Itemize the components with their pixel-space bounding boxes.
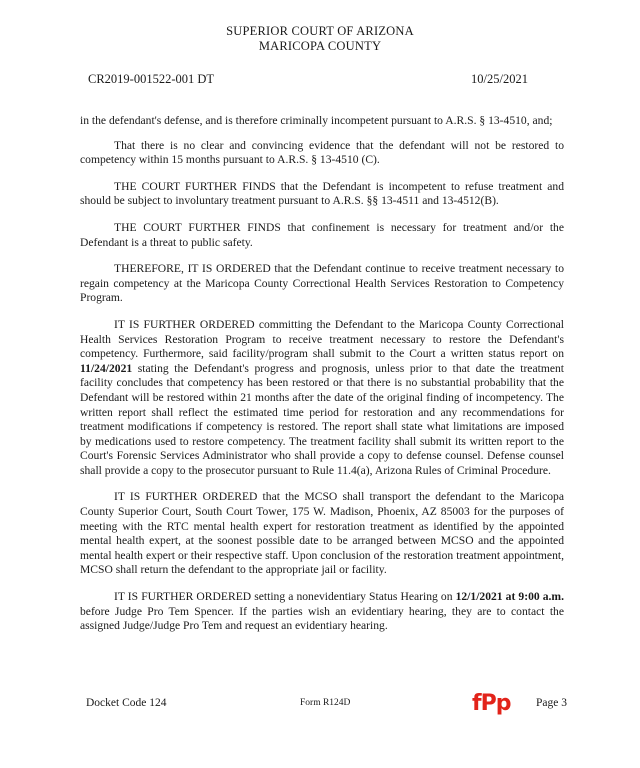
paragraph-8	[80, 590, 564, 634]
court-header	[0, 24, 640, 54]
paragraph-4: THE COURT FURTHER FINDS that confinement is necessary for treatment and/or the Defendant is a threat to public safety.	[80, 220, 564, 249]
paragraph-1: in the defendant's defense, and is therefore criminally incompetent pursuant to A.R.S. § 13-4510, and;	[80, 114, 553, 127]
paragraph-2: That there is no clear and convincing evidence that the defendant will not be restored to competency within 15 months pursuant to A.R.S. § 13-4510 (C).	[80, 138, 564, 167]
document-date: 10/25/2021	[471, 72, 528, 86]
case-number: CR2019-001522-001 DT	[88, 72, 215, 86]
paragraph-7: IT IS FURTHER ORDERED that the MCSO shall transport the defendant to the Maricopa County Superior Court, South Court Tower, 175 W. Madison, Phoenix, AZ 85003 for the purposes of meeting with the RTC mental health expert for restoration treatment as identified by the appointed mental health expert, at the soonest possible date to be arranged between MCSO and the appointed mental health expert or their respective staff. Upon conclusion of the restoration treatment appointment, MCSO shall return the defendant to the appropriate jail or facility.	[80, 490, 564, 577]
paragraph-5: THEREFORE, IT IS ORDERED that the Defendant continue to receive treatment necessary to regain competency at the Maricopa County Correctional Health Services Restoration to Competency Program.	[80, 262, 564, 305]
page-number: Page 3	[536, 697, 567, 709]
status-report-date: 11/24/2021	[80, 361, 133, 375]
status-hearing-date: 12/1/2021 at 9:00 a.m.	[455, 590, 564, 604]
page-footer	[0, 691, 640, 724]
paragraph-6-text-b: stating the Defendant's progress and prognosis, unless prior to that date the treatment facility concludes that competency has been restored or that there is no substantial probability that the Defendant will be restored within 21 months after the date of the original finding of incompetency. The written report shall reflect the estimated time period for restoration and any recommendations for treatment modifications if competency is restored. The report shall state what limitations are imposed by medications used to restore competency. The treatment facility shall submit its written report to the Court's Forensic Services Administrator who shall provide a copy to defense counsel. Defense counsel shall provide a copy to the prosecutor pursuant to Rule 11.4(a), Arizona Rules of Criminal Procedure.	[80, 361, 564, 477]
docket-code: Docket Code 124	[86, 697, 167, 709]
document-body	[80, 114, 564, 646]
fpp-logo: fPp	[472, 691, 511, 716]
case-line	[88, 72, 528, 87]
paragraph-8-text-a: IT IS FURTHER ORDERED setting a nonevidentiary Status Hearing on	[114, 590, 456, 604]
court-name: SUPERIOR COURT OF ARIZONA	[226, 24, 414, 38]
paragraph-8-text-b: before Judge Pro Tem Spencer. If the parties wish an evidentiary hearing, they are to contact the assigned Judge/Judge Pro Tem and request an evidentiary hearing.	[80, 604, 564, 633]
county-name: MARICOPA COUNTY	[258, 39, 382, 53]
paragraph-3: THE COURT FURTHER FINDS that the Defendant is incompetent to refuse treatment and should be subject to involuntary treatment pursuant to A.R.S. §§ 13-4511 and 13-4512(B).	[80, 179, 564, 208]
form-number: Form R124D	[300, 698, 351, 708]
paragraph-6-text-a: IT IS FURTHER ORDERED committing the Defendant to the Maricopa County Correctional Health Services Restoration Program to receive treatment necessary to restore the Defendant's competency. Furthermore, said facility/program shall submit to the Court a written status report on	[80, 317, 564, 361]
paragraph-6	[80, 318, 564, 479]
